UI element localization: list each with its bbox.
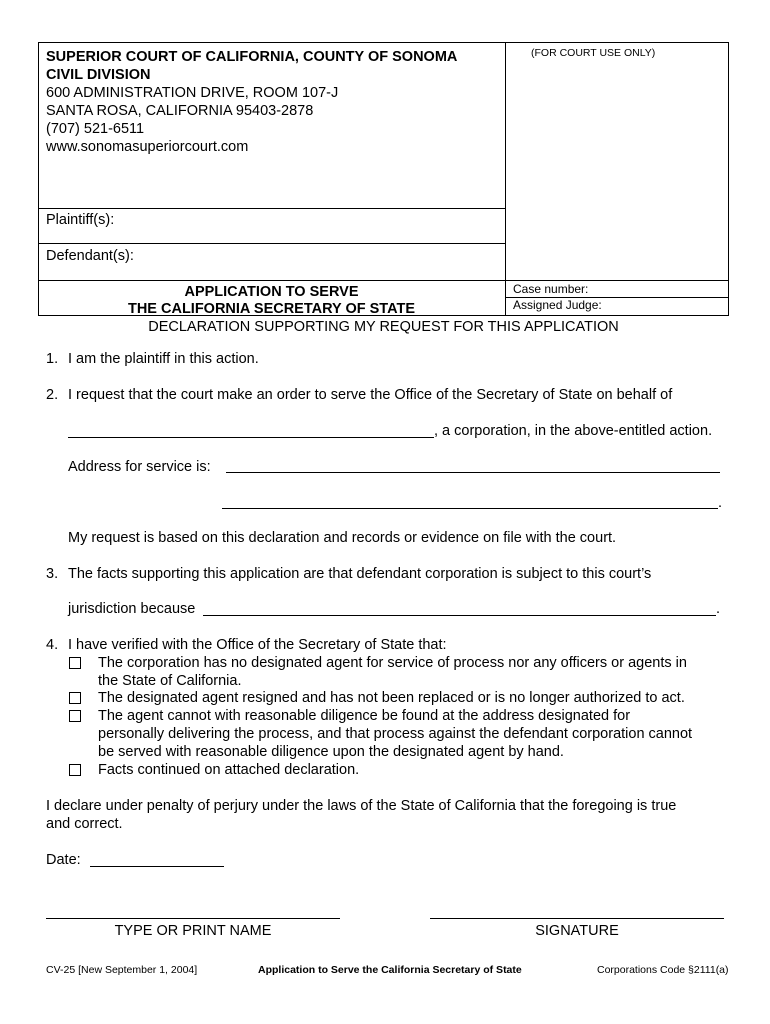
form-title-line2: THE CALIFORNIA SECRETARY OF STATE bbox=[127, 301, 416, 317]
option-facts-continued-checkbox[interactable] bbox=[69, 764, 81, 776]
item-4-text: I have verified with the Office of the Secretary of State that: bbox=[68, 637, 447, 653]
address-label: Address for service is: bbox=[68, 459, 211, 475]
option-agent-not-found-line3: be served with reasonable diligence upon the designated agent by hand. bbox=[98, 744, 564, 760]
caption-divider bbox=[505, 42, 506, 316]
item-2-text: I request that the court make an order to serve the Office of the Secretary of State on behalf of bbox=[68, 387, 673, 403]
court-phone: (707) 521-6511 bbox=[46, 121, 145, 137]
corporation-name-field[interactable] bbox=[68, 437, 434, 438]
option-agent-not-found-line1: The agent cannot with reasonable diligence be found at the address designated for bbox=[98, 708, 631, 724]
court-use-only-label: (FOR COURT USE ONLY) bbox=[531, 47, 656, 59]
address-field-line1[interactable] bbox=[226, 472, 720, 473]
item-3-number: 3. bbox=[46, 566, 59, 582]
option-facts-continued-text: Facts continued on attached declaration. bbox=[98, 762, 360, 778]
option-no-agent-line1: The corporation has no designated agent for service of process nor any officers or agents in bbox=[98, 655, 687, 671]
item-1-number: 1. bbox=[46, 351, 59, 367]
option-no-agent-checkbox[interactable] bbox=[69, 657, 81, 669]
jurisdiction-period: . bbox=[716, 601, 721, 617]
corporation-suffix-text: , a corporation, in the above-entitled action. bbox=[434, 423, 713, 439]
footer-form-title: Application to Serve the California Secretary of State bbox=[258, 964, 522, 976]
title-divider bbox=[38, 280, 729, 281]
signature-field[interactable] bbox=[430, 918, 724, 919]
option-agent-resigned-checkbox[interactable] bbox=[69, 692, 81, 704]
jurisdiction-field[interactable] bbox=[203, 615, 716, 616]
option-agent-not-found-line2: personally delivering the process, and that process against the defendant corporation cannot bbox=[98, 726, 693, 742]
date-label: Date: bbox=[46, 852, 81, 868]
item-2-number: 2. bbox=[46, 387, 59, 403]
option-agent-not-found-checkbox[interactable] bbox=[69, 710, 81, 722]
footer-code-reference: Corporations Code §2111(a) bbox=[597, 964, 729, 976]
option-no-agent-line2: the State of California. bbox=[98, 673, 242, 689]
court-address-line1: 600 ADMINISTRATION DRIVE, ROOM 107-J bbox=[46, 85, 339, 101]
signature-label: SIGNATURE bbox=[535, 923, 619, 939]
form-title-line1: APPLICATION TO SERVE bbox=[184, 284, 359, 300]
address-period: . bbox=[718, 495, 723, 511]
plaintiff-label: Plaintiff(s): bbox=[46, 212, 115, 228]
court-division: CIVIL DIVISION bbox=[46, 67, 151, 83]
date-field[interactable] bbox=[90, 866, 224, 867]
court-address-line2: SANTA ROSA, CALIFORNIA 95403-2878 bbox=[46, 103, 314, 119]
court-website: www.sonomasuperiorcourt.com bbox=[46, 139, 249, 155]
defendant-label: Defendant(s): bbox=[46, 248, 134, 264]
request-basis-text: My request is based on this declaration and records or evidence on file with the court. bbox=[68, 530, 617, 546]
perjury-statement-line2: and correct. bbox=[46, 816, 123, 832]
jurisdiction-label: jurisdiction because bbox=[68, 601, 196, 617]
court-name: SUPERIOR COURT OF CALIFORNIA, COUNTY OF SONOMA bbox=[46, 49, 458, 65]
perjury-statement-line1: I declare under penalty of perjury under the laws of the State of California that the foregoing is true bbox=[46, 798, 677, 814]
defendant-divider bbox=[38, 243, 505, 244]
assigned-judge-label: Assigned Judge: bbox=[513, 298, 602, 312]
item-3-text: The facts supporting this application are that defendant corporation is subject to this court’s bbox=[68, 566, 652, 582]
print-name-label: TYPE OR PRINT NAME bbox=[114, 923, 272, 939]
case-number-label: Case number: bbox=[513, 282, 589, 296]
footer-form-id: CV-25 [New September 1, 2004] bbox=[46, 964, 198, 976]
item-4-number: 4. bbox=[46, 637, 59, 653]
address-field-line2[interactable] bbox=[222, 508, 718, 509]
option-agent-resigned-text: The designated agent resigned and has not been replaced or is no longer authorized to act. bbox=[98, 690, 685, 706]
plaintiff-divider bbox=[38, 208, 505, 209]
declaration-heading: DECLARATION SUPPORTING MY REQUEST FOR THIS APPLICATION bbox=[148, 319, 619, 335]
print-name-field[interactable] bbox=[46, 918, 340, 919]
item-1-text: I am the plaintiff in this action. bbox=[68, 351, 259, 367]
